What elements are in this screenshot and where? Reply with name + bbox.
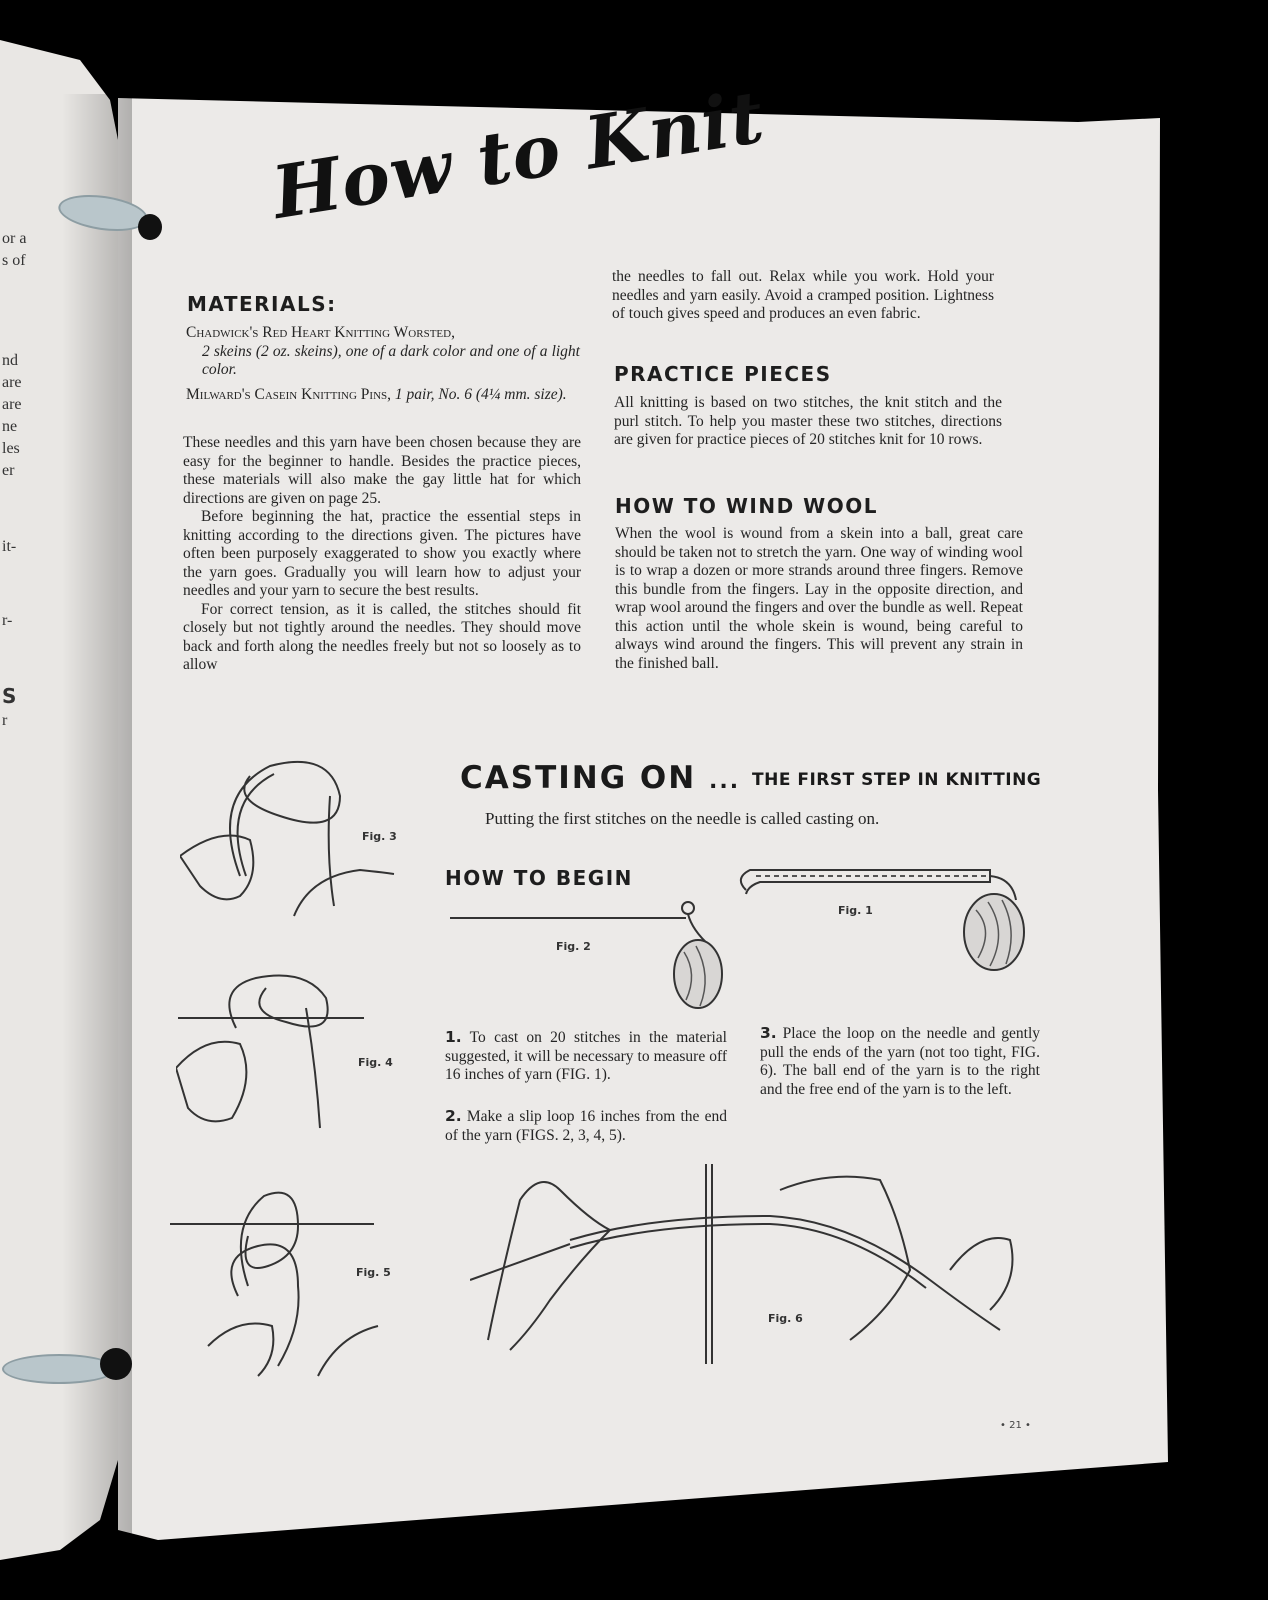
step-1-number: 1. bbox=[445, 1028, 462, 1046]
left-page-fragment: nd bbox=[2, 352, 18, 369]
materials-yarn-brand: Chadwick's Red Heart Knitting Worsted, bbox=[186, 324, 455, 341]
fig-5-label: Fig. 5 bbox=[356, 1266, 391, 1279]
fig-4-label: Fig. 4 bbox=[358, 1056, 393, 1069]
materials-needles-brand: Milward's Casein Knitting Pins, bbox=[186, 386, 392, 403]
wind-wool-heading: HOW TO WIND WOOL bbox=[615, 494, 878, 518]
left-page-fragment: it- bbox=[2, 538, 17, 555]
page-gutter-shadow bbox=[62, 94, 132, 1554]
materials-body bbox=[183, 434, 581, 675]
step-2-text: Make a slip loop 16 inches from the end of the yarn (FIGS. 2, 3, 4, 5). bbox=[445, 1108, 727, 1144]
step-3 bbox=[760, 1024, 1040, 1099]
step-2 bbox=[445, 1107, 727, 1145]
left-page-fragment: les bbox=[2, 440, 20, 457]
left-page-fragment: are bbox=[2, 396, 22, 413]
left-page-fragment: s of bbox=[2, 252, 26, 269]
fig-5-illustration bbox=[168, 1186, 388, 1386]
page-title: How to Knit bbox=[266, 73, 770, 235]
left-page-fragment: or a bbox=[2, 230, 27, 247]
fig-6-label: Fig. 6 bbox=[768, 1312, 803, 1325]
materials-item-yarn bbox=[186, 324, 580, 380]
how-to-begin-heading: HOW TO BEGIN bbox=[445, 866, 633, 890]
fig-2-illustration bbox=[450, 890, 750, 1020]
binding-ring-bottom bbox=[2, 1354, 116, 1384]
casting-on-subtitle: THE FIRST STEP IN KNITTING bbox=[752, 770, 1042, 790]
fig-1-illustration bbox=[726, 860, 1046, 980]
left-page-fragment: r bbox=[2, 712, 8, 729]
wind-wool-text: When the wool is wound from a skein into a ball, great care should be taken not to stretch the yarn. One way of winding wool is to wrap a dozen or more strands around three fingers. Remove this bundle from the fingers. Lay in the opposite direction, and wrap wool around the fingers and over the bundle as well. Repeat this action until the whole skein is wound, being careful to always wind around the fingers. This will prevent any strain in the finished ball. bbox=[615, 525, 1023, 672]
step-1-text: To cast on 20 stitches in the material suggested, it will be necessary to measure off 16 inches of yarn (FIG. 1). bbox=[445, 1029, 727, 1083]
fig-3-illustration bbox=[180, 756, 400, 936]
step-1 bbox=[445, 1028, 727, 1085]
continued-paragraph: the needles to fall out. Relax while you work. Hold your needles and yarn easily. Avoid a cramped position. Lightness of touch gives speed and produces an even fabric. bbox=[612, 268, 994, 322]
punch-hole-top bbox=[138, 214, 162, 240]
fig-3-label: Fig. 3 bbox=[362, 830, 397, 843]
casting-on-title-text: CASTING ON bbox=[460, 760, 697, 796]
materials-paragraph-3: For correct tension, as it is called, the stitches should fit closely but not tightly around the needles. They should move back and forth along the needles freely but not so loosely as to allow bbox=[183, 600, 581, 673]
practice-pieces-text: All knitting is based on two stitches, the knit stitch and the purl stitch. To help you master these two stitches, directions are given for practice pieces of 20 stitches knit for 10 rows. bbox=[614, 394, 1002, 448]
page-number: • 21 • bbox=[1000, 1420, 1031, 1431]
left-page-fragment: ne bbox=[2, 418, 18, 435]
step-3-number: 3. bbox=[760, 1024, 777, 1042]
step-3-text: Place the loop on the needle and gently pull the ends of the yarn (not too tight, FIG. 6). The ball end of the yarn is to the right and the free end of the yarn is to the left. bbox=[760, 1025, 1040, 1098]
left-page-fragment: S bbox=[2, 684, 17, 708]
fig-6-illustration bbox=[470, 1160, 1030, 1370]
materials-item-needles bbox=[186, 386, 580, 405]
materials-yarn-desc: 2 skeins (2 oz. skeins), one of a dark color and one of a light color. bbox=[202, 342, 580, 378]
casting-on-title bbox=[460, 760, 740, 796]
casting-on-intro: Putting the first stitches on the needle is called casting on. bbox=[485, 809, 880, 828]
left-page-fragment: r- bbox=[2, 612, 13, 629]
step-2-number: 2. bbox=[445, 1107, 462, 1125]
fig-2-label: Fig. 2 bbox=[556, 940, 591, 953]
materials-needles-desc: 1 pair, No. 6 (4¼ mm. size). bbox=[394, 386, 567, 403]
practice-pieces-heading: PRACTICE PIECES bbox=[614, 362, 832, 386]
casting-on-dots: ... bbox=[709, 769, 741, 794]
materials-paragraph-1: These needles and this yarn have been chosen because they are easy for the beginner to handle. Besides the practice pieces, these materials will also make the gay little hat for which directions are given on page 25. bbox=[183, 434, 581, 507]
left-page-fragment: er bbox=[2, 462, 15, 479]
materials-paragraph-2: Before beginning the hat, practice the essential steps in knitting according to the directions given. The pictures have often been purposely exaggerated to show you exactly where the yarn goes. Gradually you will learn how to adjust your needles and your yarn to secure the best results. bbox=[183, 508, 581, 599]
fig-1-label: Fig. 1 bbox=[838, 904, 873, 917]
materials-heading: MATERIALS: bbox=[187, 292, 337, 316]
left-page-fragment: are bbox=[2, 374, 22, 391]
fig-4-illustration bbox=[176, 968, 376, 1148]
punch-hole-bottom bbox=[100, 1348, 132, 1380]
